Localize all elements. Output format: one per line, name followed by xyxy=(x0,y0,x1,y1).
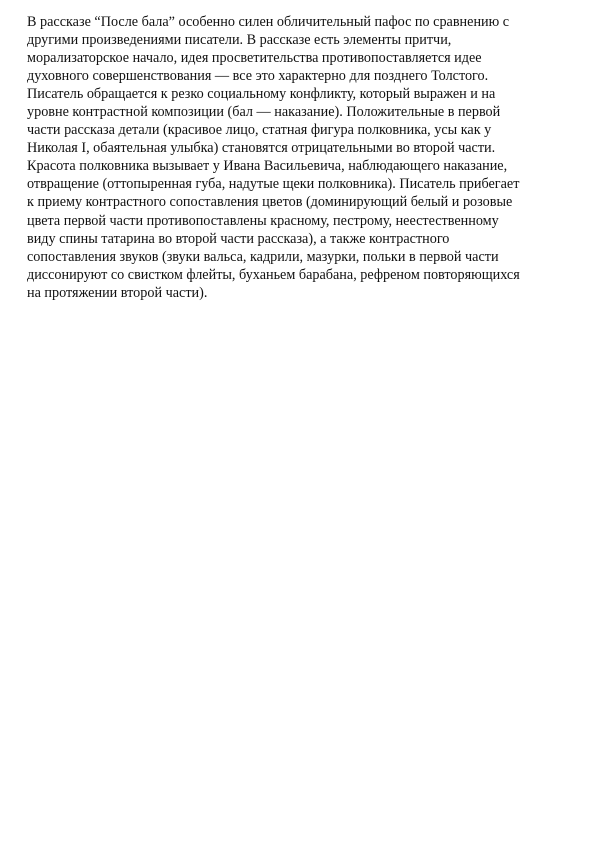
text-line: другими произведениями писатели. В рассказе есть элементы притчи, xyxy=(27,32,452,49)
text-line: цвета первой части противопоставлены красному, пестрому, неестественному xyxy=(27,212,499,229)
text-line: Красота полковника вызывает у Ивана Васильевича, наблюдающего наказание, xyxy=(27,158,508,175)
text-line: к приему контрастного сопоставления цветов (доминирующий белый и розовые xyxy=(27,194,513,211)
text-line: морализаторское начало, идея просветительства противопоставляется идее xyxy=(27,50,482,67)
text-line: на протяжении второй части). xyxy=(27,284,208,301)
text-line: сопоставления звуков (звуки вальса, кадрили, мазурки, польки в первой части xyxy=(27,248,499,265)
text-line: диссонируют со свистком флейты, буханьем барабана, рефреном повторяющихся xyxy=(27,266,520,283)
text-line: виду спины татарина во второй части рассказа), а также контрастного xyxy=(27,230,450,247)
text-line: Писатель обращается к резко социальному конфликту, который выражен и на xyxy=(27,86,496,103)
text-line: духовного совершенствования — все это характерно для позднего Толстого. xyxy=(27,68,489,85)
text-line: уровне контрастной композиции (бал — наказание). Положительные в первой xyxy=(27,104,501,121)
text-line: отвращение (оттопыренная губа, надутые щеки полковника). Писатель прибегает xyxy=(27,176,520,193)
text-line: части рассказа детали (красивое лицо, статная фигура полковника, усы как у xyxy=(27,122,492,139)
text-line: В рассказе “После бала” особенно силен обличительный пафос по сравнению с xyxy=(27,14,510,30)
text-line: Николая I, обаятельная улыбка) становятся отрицательными во второй части. xyxy=(27,140,496,157)
body-paragraph xyxy=(27,13,575,302)
